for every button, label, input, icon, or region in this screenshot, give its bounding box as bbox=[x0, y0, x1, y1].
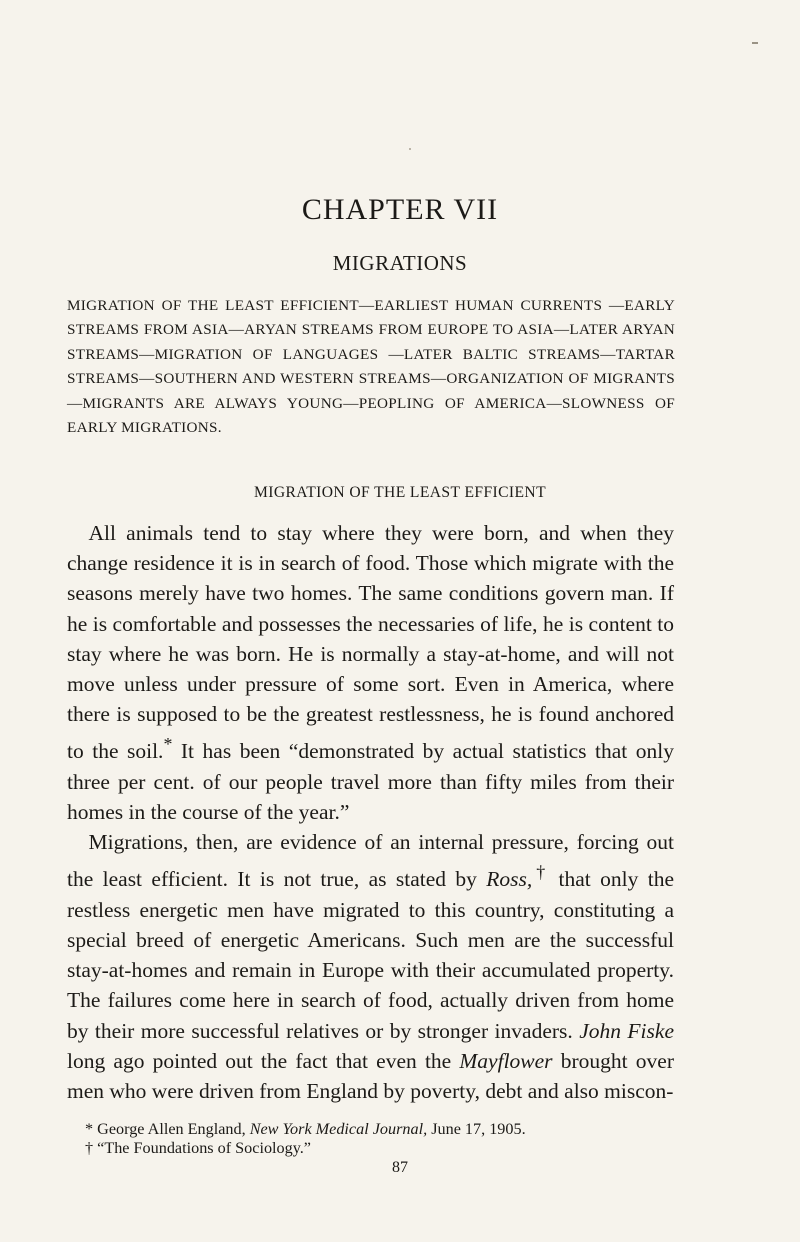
footnote: † “The Foundations of Sociology.” bbox=[85, 1139, 311, 1157]
section-heading: MIGRATION OF THE LEAST EFFICIENT bbox=[253, 484, 547, 501]
chapter-title: MIGRATIONS bbox=[332, 251, 468, 275]
footnote-journal: New York Medical Journal, bbox=[249, 1120, 428, 1138]
paragraph-text: Migrations, then, are evidence of an internal pressure, forcing out the least efficient. It is not true, as stated by bbox=[67, 830, 674, 892]
paragraph-text: All animals tend to stay where they were born, and when they change residence it is in search of food. Those which migrate with the seasons merely have two homes. The same conditions govern man. If he is comfortable and possesses the necessaries of life, he is content to stay where he was born. He is normally a stay-at-home, and will not move unless under pressure of some sort. Even in America, where there is supposed to be the greatest restlessness, he is found anchored to the soil. bbox=[67, 521, 674, 764]
paragraph bbox=[67, 827, 674, 1106]
paragraph-text: long ago pointed out the fact that even the bbox=[67, 1048, 460, 1073]
page-number: 87 bbox=[392, 1159, 408, 1176]
italic-name: John Fiske bbox=[579, 1018, 674, 1043]
chapter-heading: CHAPTER VII bbox=[301, 193, 499, 226]
footnotes bbox=[67, 1120, 707, 1158]
paragraph bbox=[67, 518, 674, 827]
footnote-marker: * bbox=[163, 734, 173, 755]
page-mark bbox=[752, 42, 758, 44]
footnote-text: * George Allen England, bbox=[85, 1120, 250, 1138]
italic-name: Ross, bbox=[486, 867, 533, 892]
body-text bbox=[67, 518, 674, 1106]
footnote-text: June 17, 1905. bbox=[427, 1120, 526, 1138]
footnote bbox=[67, 1120, 707, 1139]
paragraph-text: that only the restless energetic men have migrated to this country, constituting a special breed of energetic Americans. Such men are the successful stay-at-homes and remain in Europe with their accumulated property. The failures come here in search of food, actually driven from home by their more successful relatives or by stronger invaders. bbox=[67, 867, 674, 1043]
italic-name: Mayflower bbox=[459, 1048, 553, 1073]
chapter-synopsis: MIGRATION OF THE LEAST EFFICIENT—EARLIEST HUMAN CURRENTS —EARLY STREAMS FROM ASIA—ARYAN STREAMS FROM EUROPE TO ASIA—LATER ARYAN STREAMS—MIGRATION OF LANGUAGES —LATER BALTIC STREAMS—TARTAR STREAMS—SOUTHERN AND WESTERN STREAMS—ORGANIZATION OF MIGRANTS—MIGRANTS ARE ALWAYS YOUNG—PEOPLING OF AMERICA—SLOWNESS OF EARLY MIGRATIONS. bbox=[67, 297, 675, 437]
footnote-marker: † bbox=[532, 862, 550, 883]
paragraph-text: It has been “demonstrated by actual statistics that only three per cent. of our people travel more than fifty miles from their homes in the course of the year.” bbox=[67, 739, 674, 824]
page-speck bbox=[409, 148, 411, 150]
paragraph-text: brought over men who were driven from England by poverty, debt and also miscon- bbox=[67, 1048, 674, 1103]
